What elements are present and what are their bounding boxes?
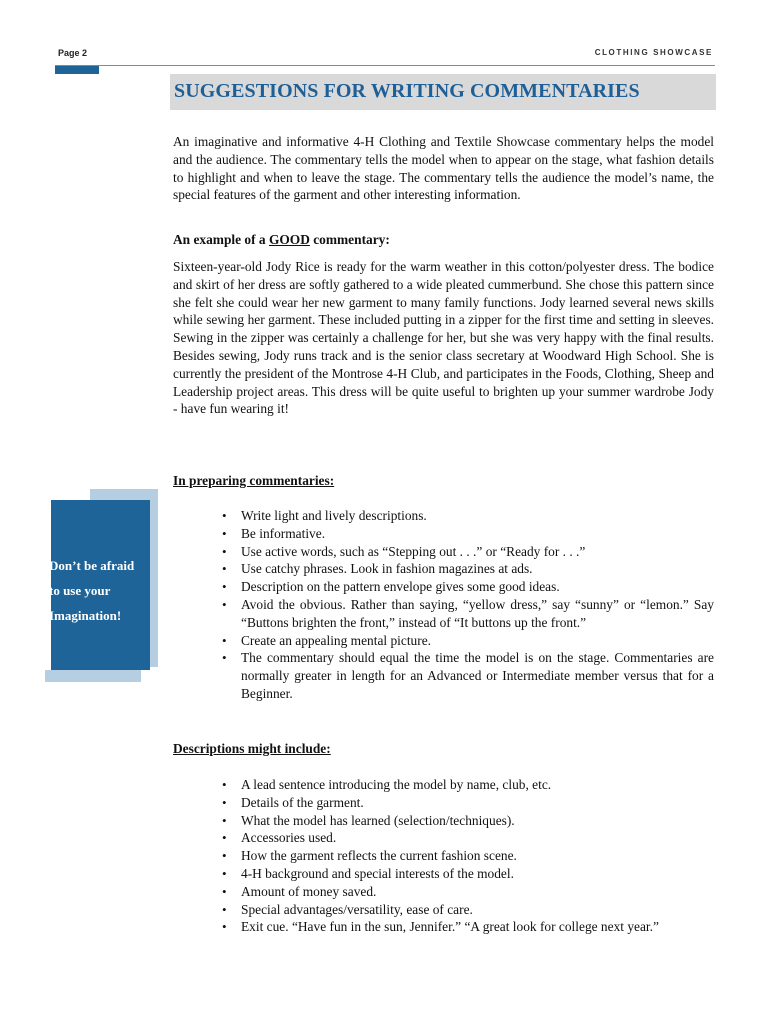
preparing-heading-wrap	[173, 473, 714, 489]
list-item: • Avoid the obvious. Rather than saying, “yellow dress,” say “sunny” or “lemon.” Say “Buttons brighten the front,” instead of “It buttons up the front.”	[222, 596, 714, 632]
callout-text	[49, 553, 149, 628]
example-heading-wrap	[173, 232, 714, 248]
list-item: • 4-H background and special interests of the model.	[222, 865, 714, 883]
list-item: • Details of the garment.	[222, 794, 714, 812]
list-item: • How the garment reflects the current fashion scene.	[222, 847, 714, 865]
example-heading-keyword: GOOD	[268, 232, 310, 247]
list-item: • Use active words, such as “Stepping out . . .” or “Ready for . . .”	[222, 543, 714, 561]
section-title-bar	[170, 74, 716, 110]
publication-name: CLOTHING SHOWCASE	[594, 48, 713, 57]
list-item: • Be informative.	[222, 525, 714, 543]
list-item: • Description on the pattern envelope gives some good ideas.	[222, 578, 714, 596]
intro-paragraph: An imaginative and informative 4-H Clothing and Textile Showcase commentary helps the model and the audience. The commentary tells the model when to appear on the stage, what fashion details to highlight and when to leave the stage. The commentary tells the audience the model’s name, the special features of the garment and other interesting information.	[173, 134, 714, 203]
callout-line-2: to use your	[49, 583, 111, 598]
page-number: Page 2	[58, 48, 88, 58]
list-item: • Use catchy phrases. Look in fashion magazines at ads.	[222, 560, 714, 578]
callout-line-3: Imagination!	[49, 608, 122, 623]
intro-section	[173, 133, 714, 204]
list-item: • What the model has learned (selection/techniques).	[222, 812, 714, 830]
list-item: • Write light and lively descriptions.	[222, 507, 714, 525]
list-item: • The commentary should equal the time the model is on the stage. Commentaries are normally greater in length for an Advanced or Intermediate member versus that for a Beginner.	[222, 649, 714, 702]
preparing-heading: In preparing commentaries:	[173, 473, 335, 488]
descriptions-heading-wrap	[173, 741, 714, 757]
list-item: • Amount of money saved.	[222, 883, 714, 901]
callout-line-1: Don’t be afraid	[49, 558, 135, 573]
descriptions-heading: Descriptions might include:	[173, 741, 331, 756]
section-title: SUGGESTIONS FOR WRITING COMMENTARIES	[174, 80, 640, 102]
example-heading: An example of a GOOD commentary:	[173, 232, 390, 247]
list-item: • Special advantages/versatility, ease of care.	[222, 901, 714, 919]
descriptions-list	[222, 776, 714, 936]
list-item: • Exit cue. “Have fun in the sun, Jennifer.” “A great look for college next year.”	[222, 918, 714, 936]
preparing-list	[222, 507, 714, 703]
header-divider	[55, 65, 715, 66]
example-section	[173, 258, 714, 418]
list-item: • Create an appealing mental picture.	[222, 632, 714, 650]
header-accent-tab	[55, 66, 99, 74]
list-item: • Accessories used.	[222, 829, 714, 847]
example-paragraph: Sixteen-year-old Jody Rice is ready for the warm weather in this cotton/polyester dress. The bodice and skirt of her dress are softly gathered to a wide pleated cummerbund. She chose this pattern since she felt she could wear her new garment to many family functions. Jody learned several news skills while sewing her garment. These included putting in a zipper for the first time and setting in sleeves. Sewing in the zipper was certainly a challenge for her, but she was very happy with the final results. Besides sewing, Jody runs track and is the senior class secretary at Woodward High School. She is currently the president of the Montrose 4-H Club, and participates in the Foods, Clothing, Sheep and Leadership project areas. This dress will be quite useful to brighten up your summer wardrobe Jody - have fun wearing it!	[173, 259, 714, 417]
list-item: • A lead sentence introducing the model by name, club, etc.	[222, 776, 714, 794]
